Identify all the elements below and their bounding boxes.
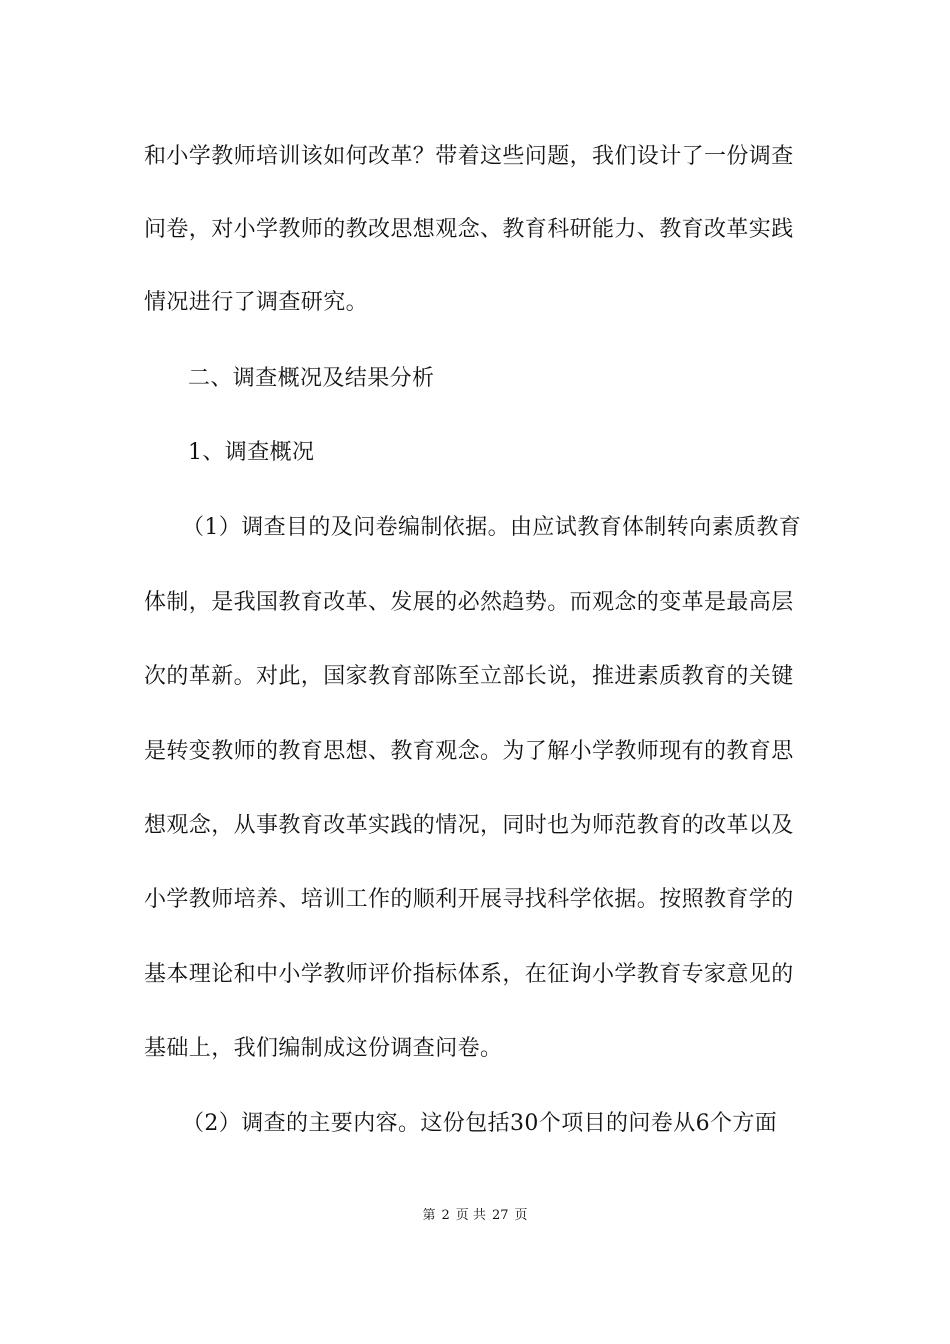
footer-middle: 页 共: [455, 1208, 486, 1223]
paragraph-line: 是转变教师的教育思想、教育观念。为了解小学教师现有的教育思: [144, 739, 794, 764]
paragraph-line: 体制，是我国教育改革、发展的必然趋势。而观念的变革是最高层: [144, 590, 794, 615]
section-heading: 二、调查概况及结果分析: [188, 366, 435, 391]
paragraph-line: 基本理论和中小学教师评价指标体系，在征询小学教育专家意见的: [144, 962, 794, 987]
page-footer: [0, 1208, 950, 1224]
paragraph-line: （1）调查目的及问卷编制依据。由应试教育体制转向素质教育: [182, 515, 802, 540]
subsection-heading: 1、调查概况: [188, 440, 315, 465]
footer-total-pages: 27: [491, 1208, 509, 1223]
paragraph-line: 和小学教师培训该如何改革？带着这些问题，我们设计了一份调查: [144, 144, 794, 169]
paragraph-line: 情况进行了调查研究。: [144, 290, 369, 315]
footer-prefix: 第: [422, 1208, 436, 1223]
paragraph-line: 想观念，从事教育改革实践的情况，同时也为师范教育的改革以及: [144, 813, 794, 838]
paragraph-line: （2）调查的主要内容。这份包括30个项目的问卷从6个方面: [182, 1111, 778, 1136]
paragraph-line: 次的革新。对此，国家教育部陈至立部长说，推进素质教育的关键: [144, 664, 794, 689]
paragraph-line: 小学教师培养、培训工作的顺利开展寻找科学依据。按照教育学的: [144, 887, 794, 912]
paragraph-line: 问卷，对小学教师的教改思想观念、教育科研能力、教育改革实践: [144, 217, 794, 242]
footer-current-page: 2: [441, 1208, 450, 1223]
footer-suffix: 页: [514, 1208, 528, 1223]
paragraph-line: 基础上，我们编制成这份调查问卷。: [144, 1036, 503, 1061]
